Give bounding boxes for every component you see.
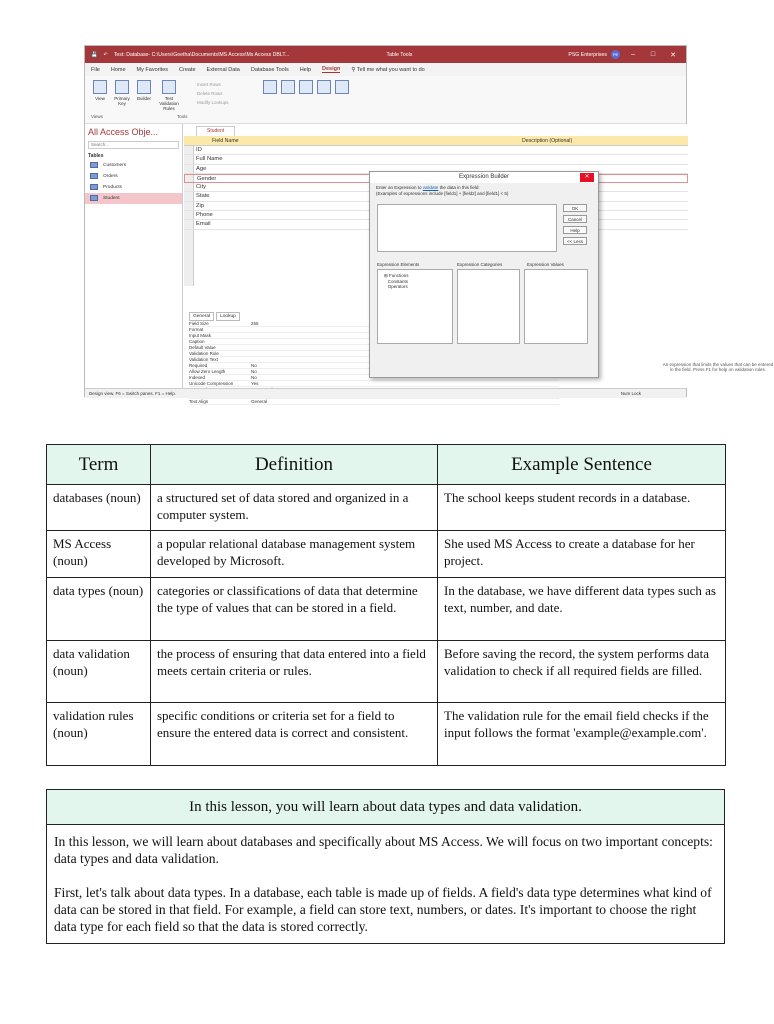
num-lock-indicator: Num Lock	[620, 391, 641, 396]
nav-item-customers[interactable]: Customers	[85, 160, 182, 171]
menu-database-tools[interactable]: Database Tools	[250, 66, 289, 73]
menu-my-favorites[interactable]: My Favorites	[136, 66, 169, 73]
property-sheet-icon[interactable]	[263, 80, 277, 94]
menu-help[interactable]: Help	[299, 66, 311, 73]
vocabulary-table	[46, 444, 726, 766]
label-expression-elements: Expression Elements	[377, 262, 420, 267]
expression-elements-pane[interactable]	[377, 269, 453, 344]
tab-general[interactable]: General	[189, 312, 214, 321]
ribbon	[85, 76, 686, 124]
property-value[interactable]: No	[251, 369, 257, 374]
field-row[interactable]: Zip	[184, 202, 688, 211]
expression-builder-dialog	[369, 171, 599, 378]
avatar[interactable]: PE	[612, 52, 619, 57]
field-row[interactable]: Email	[184, 220, 688, 229]
col-description: Description (Optional)	[522, 138, 573, 144]
table-row	[47, 641, 726, 703]
lesson-heading: In this lesson, you will learn about data types and data validation.	[47, 790, 724, 825]
col-field-name: Field Name	[212, 138, 239, 144]
table-header-row	[47, 445, 726, 485]
field-row[interactable]: State	[184, 192, 688, 201]
builder-icon	[137, 80, 151, 94]
tell-me-search[interactable]: ⚲ Tell me what you want to do	[351, 66, 425, 73]
field-row[interactable]: Full Name	[184, 155, 688, 164]
menu-bar	[85, 63, 686, 76]
relationships-icon[interactable]	[317, 80, 331, 94]
definition-cell: a structured set of data stored and organized in a computer system.	[151, 485, 438, 531]
group-tools-label: Tools	[177, 114, 188, 119]
definition-cell: categories or classifications of data that determine the type of values that can be stored in a field.	[151, 578, 438, 641]
view-button[interactable]: View	[91, 80, 109, 111]
nav-section-tables[interactable]: Tables	[88, 153, 104, 159]
ok-button[interactable]: OK	[563, 204, 587, 212]
tree-item-constants[interactable]: Constants	[387, 278, 409, 284]
nav-item-student[interactable]: Student	[85, 193, 182, 204]
key-icon	[115, 80, 129, 94]
property-value[interactable]: No	[251, 363, 257, 368]
less-button[interactable]: << Less	[563, 237, 587, 245]
lesson-paragraph: First, let's talk about data types. In a database, each table is made up of fields. A field's data type determines what kind of data can be stored in that field. For example, a field can store text, numbers, or dates. It's important to choose the right data type for each field so that the data is stored correctly.	[54, 885, 712, 934]
test-validation-button[interactable]: Test Validation Rules	[157, 80, 181, 111]
example-cell: The school keeps student records in a database.	[438, 485, 726, 531]
grid-header	[184, 136, 688, 146]
tab-lookup[interactable]: Lookup	[216, 312, 240, 321]
property-value[interactable]: No	[251, 375, 257, 380]
primary-key-button[interactable]: Primary Key	[113, 80, 131, 111]
term-cell: MS Access (noun)	[47, 531, 151, 578]
property-name: Caption	[189, 339, 205, 344]
account-name: PSG Enterprises	[568, 51, 607, 58]
property-value[interactable]: General	[251, 399, 268, 404]
table-row	[47, 703, 726, 766]
field-row[interactable]: City	[184, 183, 688, 192]
modify-lookups-button[interactable]: Modify Lookups	[197, 100, 229, 105]
header-term: Term	[47, 445, 151, 485]
save-icon[interactable]: 💾	[91, 51, 98, 58]
property-name: Default Value	[189, 345, 216, 350]
term-cell: data types (noun)	[47, 578, 151, 641]
definition-cell: specific conditions or criteria set for a field to ensure the entered data is correct and consistent.	[151, 703, 438, 766]
property-name: Indexed	[189, 375, 206, 380]
validation-icon	[162, 80, 176, 94]
property-name: Input Mask	[189, 333, 212, 338]
term-cell: validation rules (noun)	[47, 703, 151, 766]
property-name: Text Align	[189, 399, 209, 404]
menu-design[interactable]: Design	[322, 66, 341, 72]
lesson-paragraph: In this lesson, we will learn about databases and specifically about MS Access. We will focus on two important concepts: data types and data validation.	[54, 834, 713, 866]
property-name: Field Size	[189, 321, 209, 326]
example-cell: The validation rule for the email field checks if the input follows the format 'example@example.com'.	[438, 703, 726, 766]
delete-rows-button[interactable]: Delete Rows	[197, 91, 223, 96]
menu-home[interactable]: Home	[110, 66, 126, 73]
tree-item-functions[interactable]: ⊞ Functions	[384, 273, 409, 278]
insert-rows-button[interactable]: Insert Rows	[197, 82, 221, 87]
close-icon[interactable]: ✕	[670, 51, 676, 59]
table-icon	[90, 162, 98, 168]
property-row[interactable]	[189, 399, 559, 405]
term-cell: data validation (noun)	[47, 641, 151, 703]
property-name: Format	[189, 327, 204, 332]
dependencies-icon[interactable]	[335, 80, 349, 94]
nav-search-input[interactable]: Search...	[88, 141, 179, 149]
example-cell: In the database, we have different data types such as text, number, and date.	[438, 578, 726, 641]
dialog-title: Expression Builder ✕	[370, 172, 598, 183]
property-name: Validation Rule	[189, 351, 219, 356]
lesson-box	[46, 789, 725, 944]
access-screenshot	[84, 45, 774, 404]
property-name: Unicode Compression	[189, 381, 234, 386]
close-icon[interactable]: ✕	[580, 173, 594, 182]
property-name: Required	[189, 363, 208, 368]
view-icon	[93, 80, 107, 94]
menu-create[interactable]: Create	[179, 66, 196, 73]
context-tab-label: Table Tools	[386, 51, 413, 58]
navigation-pane	[85, 124, 183, 388]
header-definition: Definition	[151, 445, 438, 485]
table-icon	[90, 173, 98, 179]
example-cell: Before saving the record, the system performs data validation to check if all required fields are filled.	[438, 641, 726, 703]
table-icon	[90, 184, 98, 190]
definition-cell: a popular relational database management system developed by Microsoft.	[151, 531, 438, 578]
property-name: Validation Text	[189, 357, 218, 362]
example-cell: She used MS Access to create a database for her project.	[438, 531, 726, 578]
header-example: Example Sentence	[438, 445, 726, 485]
property-value[interactable]: Yes	[251, 381, 259, 386]
menu-external-data[interactable]: External Data	[206, 66, 240, 73]
status-text: Design view. F6 = Switch panes. F1 = Help.	[89, 391, 177, 396]
label-expression-values: Expression Values	[527, 262, 564, 267]
property-name: Allow Zero Length	[189, 369, 226, 374]
property-hint: An expression that limits the values that can be entered in the field. Press F1 for help on validation rules.	[662, 362, 774, 372]
expression-categories-pane[interactable]	[457, 269, 520, 344]
nav-title[interactable]: All Access Obje...	[88, 127, 159, 137]
help-button[interactable]: Help	[563, 226, 587, 234]
table-row	[47, 531, 726, 578]
tab-student[interactable]: Student	[196, 126, 235, 136]
expression-values-pane[interactable]	[524, 269, 588, 344]
undo-icon[interactable]: ↶	[103, 51, 108, 58]
window-title: Test: Database- C:\Users\Geetha\Documents\MS Access\Ms Access DBLT...	[113, 51, 290, 58]
group-views-label: Views	[91, 114, 103, 119]
expression-input[interactable]	[377, 204, 557, 252]
term-cell: databases (noun)	[47, 485, 151, 531]
validate-link[interactable]: validate	[422, 185, 439, 190]
cancel-button[interactable]: Cancel	[563, 215, 587, 223]
property-value[interactable]: 255	[251, 321, 259, 326]
menu-file[interactable]: File	[91, 66, 100, 73]
nav-item-products[interactable]: Products	[85, 182, 182, 193]
field-row[interactable]: ID	[184, 146, 688, 155]
definition-cell: the process of ensuring that data entered into a field meets certain criteria or rules.	[151, 641, 438, 703]
field-row[interactable]: Gender	[184, 174, 688, 183]
label-expression-categories: Expression Categories	[457, 262, 503, 267]
macros-icon[interactable]	[299, 80, 313, 94]
indexes-icon[interactable]	[281, 80, 295, 94]
minimize-icon[interactable]: –	[631, 51, 635, 58]
field-row[interactable]: Age	[184, 165, 688, 174]
table-row	[47, 578, 726, 641]
field-row[interactable]: Phone	[184, 211, 688, 220]
title-bar	[85, 46, 686, 63]
tree-item-operators[interactable]: Operators	[387, 284, 408, 289]
maximize-icon[interactable]: □	[650, 51, 656, 58]
status-bar	[85, 388, 686, 398]
table-row	[47, 485, 726, 531]
dialog-instructions: Enter an Expression to validate the data in this field: (Examples of expressions include [field1] + [field2] and [field1] < 5)	[376, 185, 509, 196]
lesson-body	[47, 825, 724, 943]
builder-button[interactable]: Builder	[135, 80, 153, 111]
table-icon	[90, 195, 98, 201]
nav-item-orders[interactable]: Orders	[85, 171, 182, 182]
